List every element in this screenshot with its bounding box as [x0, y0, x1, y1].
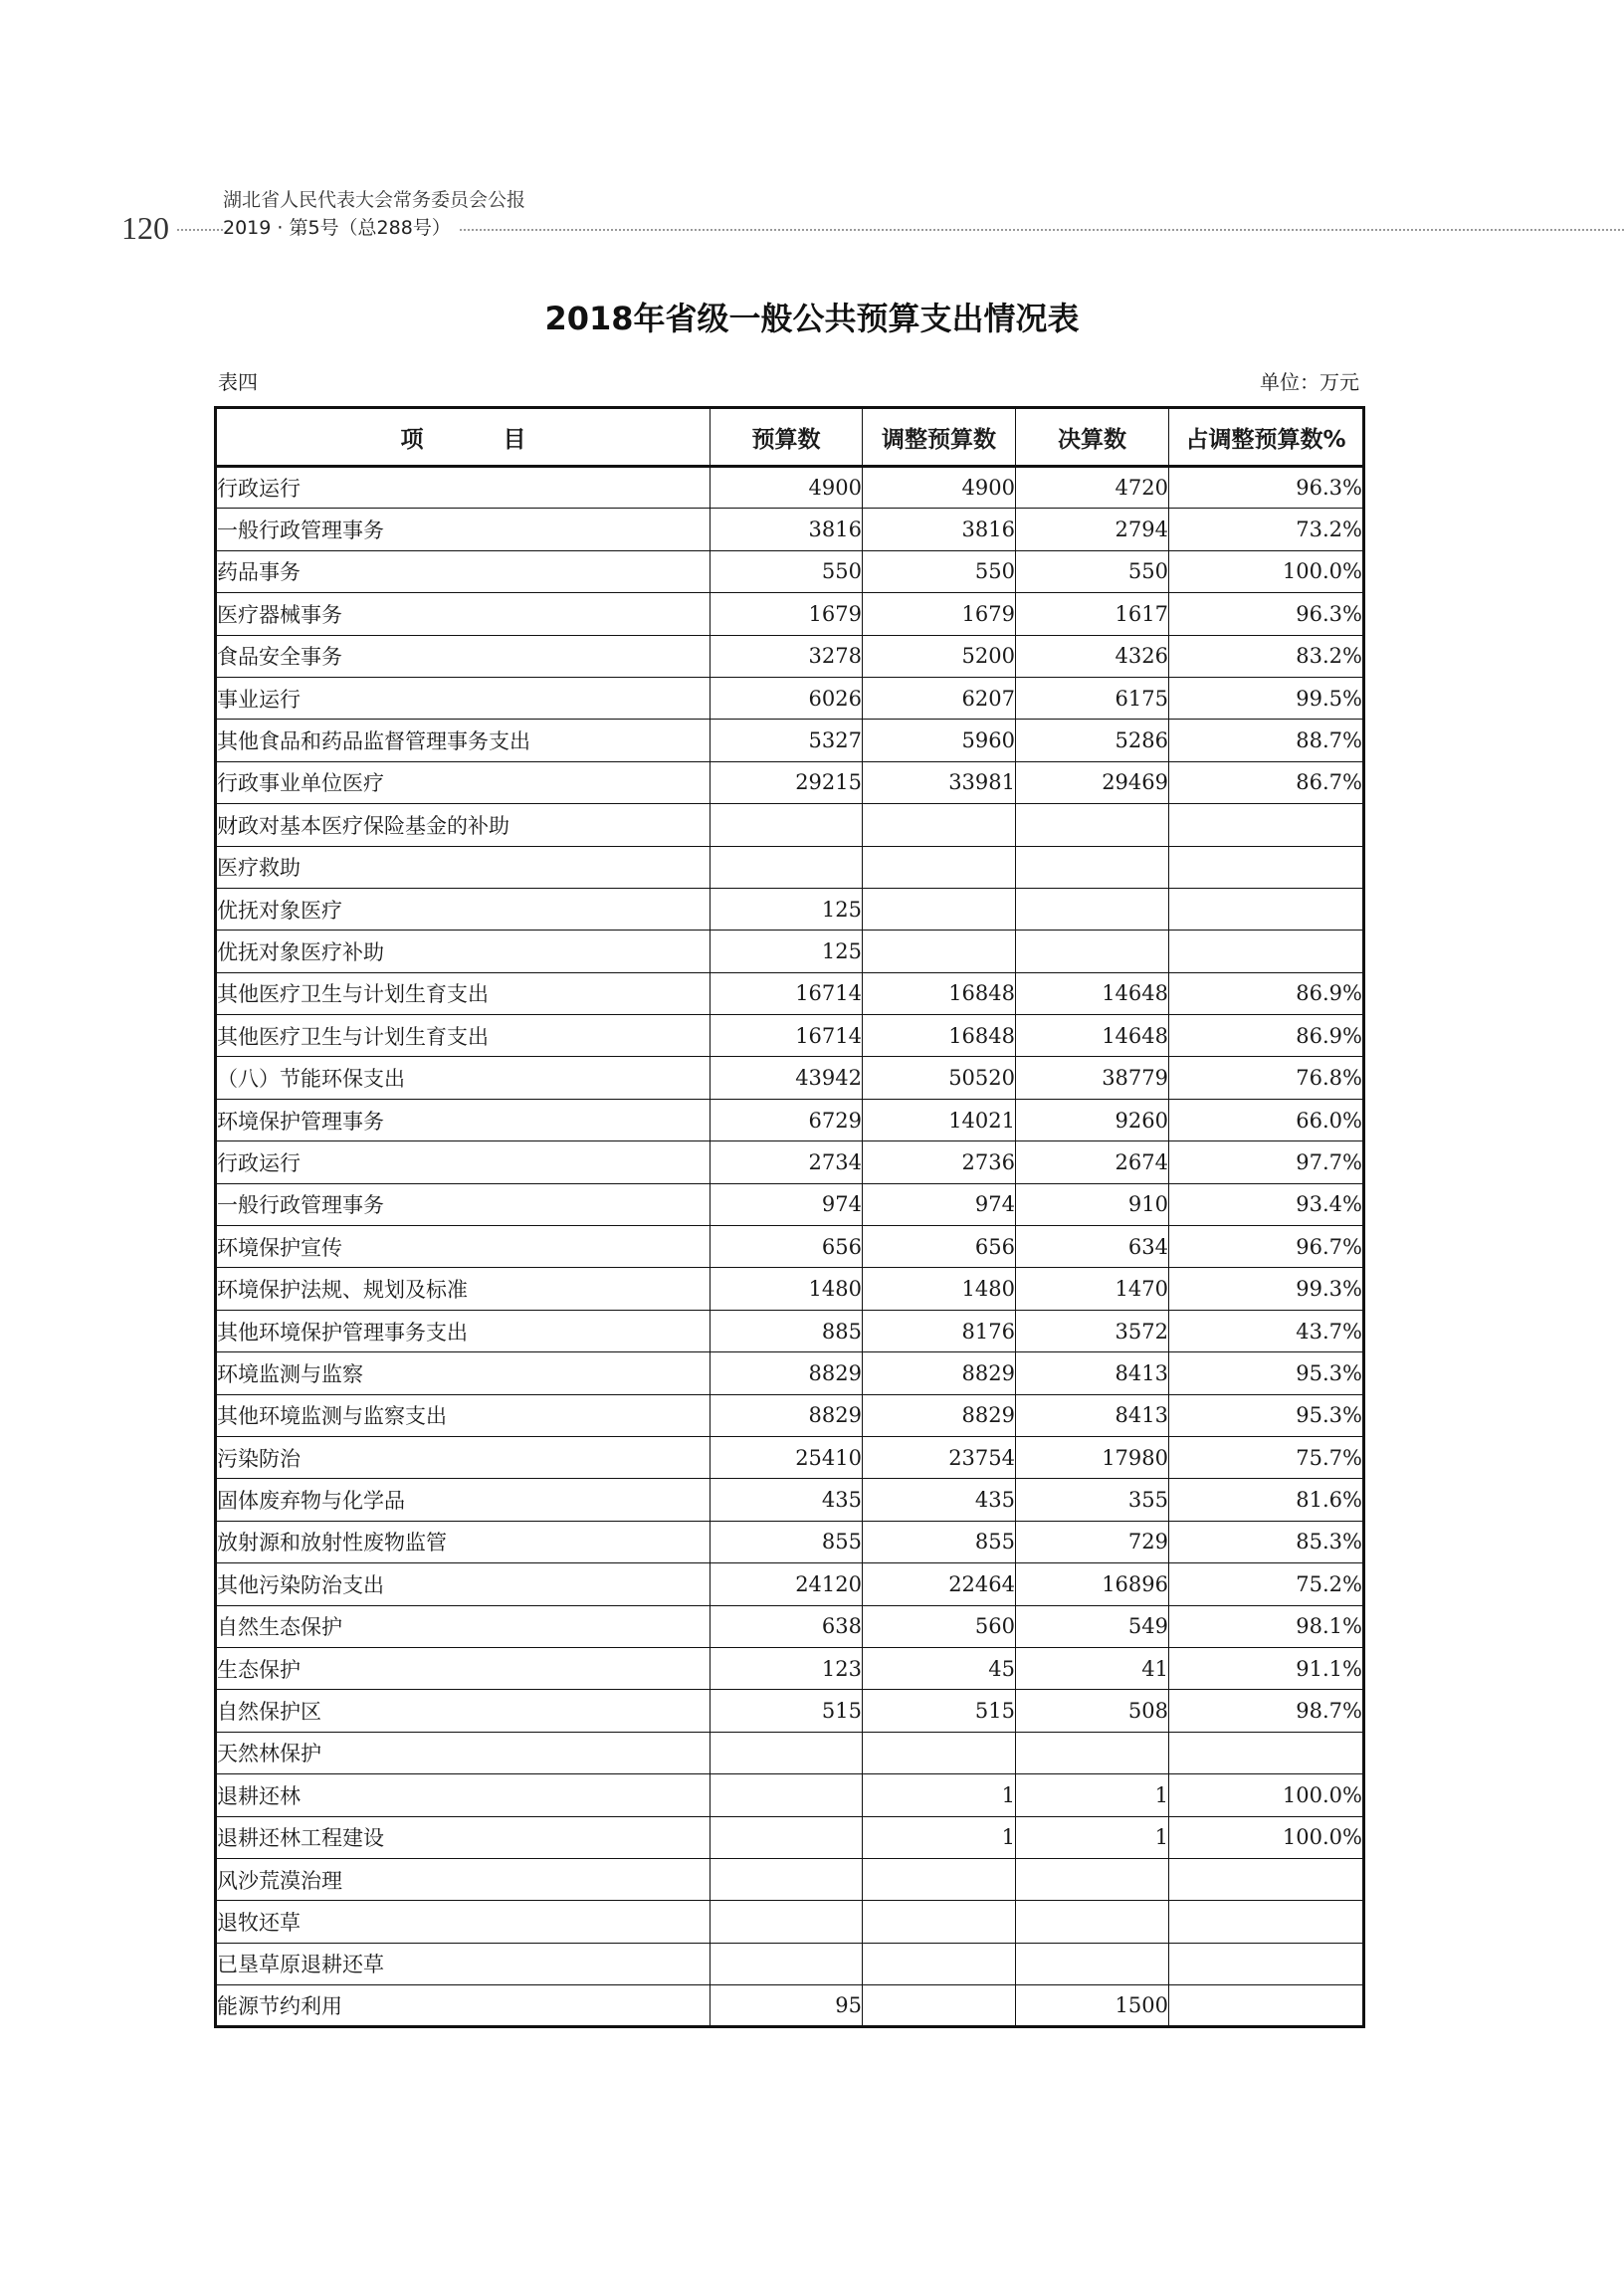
row-adjusted-value: 5200 — [863, 635, 1016, 677]
row-item-name: 优抚对象医疗 — [216, 888, 710, 930]
row-budget-value: 25410 — [710, 1436, 863, 1478]
row-budget-value: 43942 — [710, 1057, 863, 1099]
row-budget-value: 125 — [710, 888, 863, 930]
row-adjusted-value: 45 — [863, 1647, 1016, 1689]
table-row — [216, 550, 1364, 592]
row-budget-value: 435 — [710, 1479, 863, 1521]
table-row — [216, 1774, 1364, 1816]
row-actual-value: 2794 — [1016, 509, 1169, 550]
row-budget-value — [710, 1816, 863, 1858]
row-ratio-value: 95.3% — [1169, 1352, 1364, 1394]
row-item-name: 医疗器械事务 — [216, 593, 710, 635]
row-budget-value: 123 — [710, 1647, 863, 1689]
row-adjusted-value: 22464 — [863, 1563, 1016, 1605]
row-item-name: 其他环境保护管理事务支出 — [216, 1310, 710, 1351]
table-row — [216, 1605, 1364, 1647]
row-actual-value: 14648 — [1016, 972, 1169, 1014]
row-adjusted-value — [863, 1732, 1016, 1773]
row-budget-value: 29215 — [710, 761, 863, 803]
row-adjusted-value: 855 — [863, 1521, 1016, 1562]
row-budget-value: 2734 — [710, 1141, 863, 1183]
page-header — [0, 189, 1624, 249]
row-item-name: 其他环境监测与监察支出 — [216, 1394, 710, 1436]
row-item-name: 行政运行 — [216, 467, 710, 509]
table-row — [216, 1310, 1364, 1351]
row-actual-value: 8413 — [1016, 1352, 1169, 1394]
row-budget-value: 656 — [710, 1226, 863, 1268]
row-actual-value: 910 — [1016, 1183, 1169, 1225]
table-row — [216, 1732, 1364, 1773]
table-row — [216, 720, 1364, 761]
row-ratio-value: 75.2% — [1169, 1563, 1364, 1605]
column-header-item — [216, 408, 710, 467]
row-budget-value: 550 — [710, 550, 863, 592]
row-budget-value: 24120 — [710, 1563, 863, 1605]
row-ratio-value: 88.7% — [1169, 720, 1364, 761]
row-actual-value: 550 — [1016, 550, 1169, 592]
row-adjusted-value: 656 — [863, 1226, 1016, 1268]
row-adjusted-value: 515 — [863, 1690, 1016, 1732]
table-row — [216, 635, 1364, 677]
table-row — [216, 972, 1364, 1014]
row-adjusted-value: 14021 — [863, 1099, 1016, 1140]
page-number: 120 — [121, 210, 169, 246]
row-item-name: 退牧还草 — [216, 1901, 710, 1943]
row-adjusted-value — [863, 1943, 1016, 1984]
row-ratio-value: 43.7% — [1169, 1310, 1364, 1351]
row-actual-value: 634 — [1016, 1226, 1169, 1268]
row-budget-value: 8829 — [710, 1352, 863, 1394]
row-actual-value: 38779 — [1016, 1057, 1169, 1099]
row-actual-value: 1500 — [1016, 1985, 1169, 2027]
table-header-row — [216, 408, 1364, 467]
row-budget-value — [710, 1732, 863, 1773]
row-item-name: 环境保护法规、规划及标准 — [216, 1268, 710, 1310]
row-budget-value: 855 — [710, 1521, 863, 1562]
row-actual-value — [1016, 1901, 1169, 1943]
row-ratio-value — [1169, 888, 1364, 930]
table-row — [216, 1226, 1364, 1268]
table-row — [216, 1183, 1364, 1225]
row-adjusted-value: 5960 — [863, 720, 1016, 761]
row-ratio-value: 86.9% — [1169, 1015, 1364, 1057]
table-row — [216, 1268, 1364, 1310]
row-actual-value: 3572 — [1016, 1310, 1169, 1351]
row-actual-value: 9260 — [1016, 1099, 1169, 1140]
table-row — [216, 1141, 1364, 1183]
row-budget-value: 974 — [710, 1183, 863, 1225]
row-item-name: 天然林保护 — [216, 1732, 710, 1773]
table-row — [216, 1647, 1364, 1689]
row-adjusted-value: 550 — [863, 550, 1016, 592]
row-ratio-value: 100.0% — [1169, 1816, 1364, 1858]
issue-number: 2019 · 第5号（总288号） — [223, 216, 459, 240]
row-budget-value: 4900 — [710, 467, 863, 509]
row-actual-value: 5286 — [1016, 720, 1169, 761]
row-actual-value — [1016, 846, 1169, 888]
row-item-name: 自然生态保护 — [216, 1605, 710, 1647]
row-adjusted-value — [863, 804, 1016, 846]
row-budget-value — [710, 1901, 863, 1943]
row-item-name: 退耕还林工程建设 — [216, 1816, 710, 1858]
table-row — [216, 1563, 1364, 1605]
row-adjusted-value — [863, 1901, 1016, 1943]
row-actual-value: 29469 — [1016, 761, 1169, 803]
row-budget-value: 95 — [710, 1985, 863, 2027]
row-item-name: 自然保护区 — [216, 1690, 710, 1732]
row-adjusted-value — [863, 931, 1016, 972]
row-budget-value: 5327 — [710, 720, 863, 761]
row-actual-value: 16896 — [1016, 1563, 1169, 1605]
row-ratio-value — [1169, 846, 1364, 888]
row-ratio-value: 81.6% — [1169, 1479, 1364, 1521]
row-adjusted-value: 560 — [863, 1605, 1016, 1647]
table-row — [216, 804, 1364, 846]
row-adjusted-value: 16848 — [863, 1015, 1016, 1057]
row-ratio-value: 96.3% — [1169, 467, 1364, 509]
row-ratio-value: 98.1% — [1169, 1605, 1364, 1647]
table-row — [216, 1099, 1364, 1140]
row-budget-value: 6026 — [710, 677, 863, 719]
row-ratio-value: 86.7% — [1169, 761, 1364, 803]
row-ratio-value: 66.0% — [1169, 1099, 1364, 1140]
row-actual-value: 508 — [1016, 1690, 1169, 1732]
row-adjusted-value — [863, 1985, 1016, 2027]
row-ratio-value: 91.1% — [1169, 1647, 1364, 1689]
row-ratio-value: 98.7% — [1169, 1690, 1364, 1732]
row-item-name: 一般行政管理事务 — [216, 509, 710, 550]
row-adjusted-value: 1480 — [863, 1268, 1016, 1310]
table-body — [216, 467, 1364, 2027]
row-item-name: 事业运行 — [216, 677, 710, 719]
table-row — [216, 1057, 1364, 1099]
row-ratio-value — [1169, 1858, 1364, 1900]
row-adjusted-value: 1 — [863, 1816, 1016, 1858]
table-row — [216, 1479, 1364, 1521]
row-item-name: 药品事务 — [216, 550, 710, 592]
table-row — [216, 888, 1364, 930]
row-ratio-value: 75.7% — [1169, 1436, 1364, 1478]
row-actual-value: 1 — [1016, 1774, 1169, 1816]
row-budget-value — [710, 846, 863, 888]
table-row — [216, 761, 1364, 803]
row-item-name: 一般行政管理事务 — [216, 1183, 710, 1225]
row-ratio-value — [1169, 1901, 1364, 1943]
row-item-name: 环境保护宣传 — [216, 1226, 710, 1268]
row-actual-value: 549 — [1016, 1605, 1169, 1647]
row-ratio-value — [1169, 1732, 1364, 1773]
table-row — [216, 1015, 1364, 1057]
row-actual-value — [1016, 888, 1169, 930]
table-row — [216, 931, 1364, 972]
row-ratio-value: 95.3% — [1169, 1394, 1364, 1436]
table-row — [216, 1816, 1364, 1858]
row-ratio-value: 86.9% — [1169, 972, 1364, 1014]
row-ratio-value: 100.0% — [1169, 1774, 1364, 1816]
row-budget-value: 16714 — [710, 1015, 863, 1057]
row-ratio-value: 99.5% — [1169, 677, 1364, 719]
row-ratio-value: 85.3% — [1169, 1521, 1364, 1562]
row-adjusted-value: 974 — [863, 1183, 1016, 1225]
table-row — [216, 467, 1364, 509]
row-actual-value: 4720 — [1016, 467, 1169, 509]
row-budget-value: 515 — [710, 1690, 863, 1732]
row-actual-value: 4326 — [1016, 635, 1169, 677]
row-adjusted-value: 8829 — [863, 1394, 1016, 1436]
row-adjusted-value: 8176 — [863, 1310, 1016, 1351]
row-item-name: 其他污染防治支出 — [216, 1563, 710, 1605]
table-row — [216, 1985, 1364, 2027]
row-adjusted-value: 4900 — [863, 467, 1016, 509]
row-ratio-value: 99.3% — [1169, 1268, 1364, 1310]
column-header-actual: 决算数 — [1016, 408, 1169, 467]
table-row — [216, 1436, 1364, 1478]
row-adjusted-value: 16848 — [863, 972, 1016, 1014]
row-adjusted-value — [863, 1858, 1016, 1900]
row-adjusted-value — [863, 846, 1016, 888]
row-actual-value: 1470 — [1016, 1268, 1169, 1310]
row-item-name: 行政运行 — [216, 1141, 710, 1183]
column-header-adjusted: 调整预算数 — [863, 408, 1016, 467]
row-budget-value: 8829 — [710, 1394, 863, 1436]
row-item-name: 生态保护 — [216, 1647, 710, 1689]
row-budget-value: 1679 — [710, 593, 863, 635]
table-row — [216, 1690, 1364, 1732]
row-ratio-value: 93.4% — [1169, 1183, 1364, 1225]
row-item-name: 其他医疗卫生与计划生育支出 — [216, 972, 710, 1014]
row-item-name: （八）节能环保支出 — [216, 1057, 710, 1099]
row-adjusted-value: 33981 — [863, 761, 1016, 803]
row-budget-value: 638 — [710, 1605, 863, 1647]
table-tag: 表四 — [218, 370, 258, 394]
row-actual-value: 1617 — [1016, 593, 1169, 635]
row-item-name: 优抚对象医疗补助 — [216, 931, 710, 972]
row-ratio-value: 97.7% — [1169, 1141, 1364, 1183]
row-adjusted-value — [863, 888, 1016, 930]
row-actual-value — [1016, 1943, 1169, 1984]
row-ratio-value — [1169, 1943, 1364, 1984]
row-item-name: 其他食品和药品监督管理事务支出 — [216, 720, 710, 761]
row-budget-value: 3816 — [710, 509, 863, 550]
row-item-name: 行政事业单位医疗 — [216, 761, 710, 803]
table-row — [216, 1901, 1364, 1943]
row-adjusted-value: 435 — [863, 1479, 1016, 1521]
row-adjusted-value: 8829 — [863, 1352, 1016, 1394]
budget-table — [214, 406, 1365, 2028]
row-item-name: 环境保护管理事务 — [216, 1099, 710, 1140]
row-actual-value: 8413 — [1016, 1394, 1169, 1436]
row-item-name: 财政对基本医疗保险基金的补助 — [216, 804, 710, 846]
row-actual-value: 355 — [1016, 1479, 1169, 1521]
table-row — [216, 509, 1364, 550]
row-actual-value — [1016, 1858, 1169, 1900]
row-actual-value: 729 — [1016, 1521, 1169, 1562]
row-adjusted-value: 6207 — [863, 677, 1016, 719]
row-budget-value: 16714 — [710, 972, 863, 1014]
row-ratio-value — [1169, 804, 1364, 846]
table-row — [216, 1352, 1364, 1394]
row-actual-value — [1016, 1732, 1169, 1773]
column-header-ratio: 占调整预算数% — [1169, 408, 1364, 467]
row-budget-value: 6729 — [710, 1099, 863, 1140]
row-budget-value — [710, 1858, 863, 1900]
row-ratio-value — [1169, 931, 1364, 972]
row-actual-value: 14648 — [1016, 1015, 1169, 1057]
row-adjusted-value: 1679 — [863, 593, 1016, 635]
column-header-item-part2: 目 — [503, 426, 526, 453]
row-adjusted-value: 3816 — [863, 509, 1016, 550]
row-adjusted-value: 1 — [863, 1774, 1016, 1816]
row-item-name: 医疗救助 — [216, 846, 710, 888]
unit-label: 单位：万元 — [1260, 370, 1359, 394]
document-title: 2018年省级一般公共预算支出情况表 — [544, 300, 1080, 337]
row-item-name: 能源节约利用 — [216, 1985, 710, 2027]
row-item-name: 固体废弃物与化学品 — [216, 1479, 710, 1521]
table-row — [216, 1943, 1364, 1984]
row-ratio-value: 73.2% — [1169, 509, 1364, 550]
row-item-name: 已垦草原退耕还草 — [216, 1943, 710, 1984]
column-header-item-part1: 项 — [400, 426, 424, 453]
row-budget-value — [710, 1774, 863, 1816]
table-row — [216, 1521, 1364, 1562]
row-budget-value: 125 — [710, 931, 863, 972]
row-actual-value: 1 — [1016, 1816, 1169, 1858]
column-header-budget: 预算数 — [710, 408, 863, 467]
row-budget-value: 885 — [710, 1310, 863, 1351]
row-budget-value — [710, 804, 863, 846]
row-actual-value: 41 — [1016, 1647, 1169, 1689]
row-item-name: 环境监测与监察 — [216, 1352, 710, 1394]
row-budget-value: 1480 — [710, 1268, 863, 1310]
row-budget-value: 3278 — [710, 635, 863, 677]
table-row — [216, 1394, 1364, 1436]
row-budget-value — [710, 1943, 863, 1984]
row-ratio-value: 100.0% — [1169, 550, 1364, 592]
row-ratio-value — [1169, 1985, 1364, 2027]
table-row — [216, 846, 1364, 888]
row-ratio-value: 96.7% — [1169, 1226, 1364, 1268]
row-adjusted-value: 23754 — [863, 1436, 1016, 1478]
row-item-name: 其他医疗卫生与计划生育支出 — [216, 1015, 710, 1057]
table-row — [216, 593, 1364, 635]
journal-name: 湖北省人民代表大会常务委员会公报 — [223, 189, 526, 211]
row-actual-value: 2674 — [1016, 1141, 1169, 1183]
row-ratio-value: 96.3% — [1169, 593, 1364, 635]
row-actual-value — [1016, 804, 1169, 846]
row-adjusted-value: 2736 — [863, 1141, 1016, 1183]
row-item-name: 污染防治 — [216, 1436, 710, 1478]
row-item-name: 食品安全事务 — [216, 635, 710, 677]
row-item-name: 放射源和放射性废物监管 — [216, 1521, 710, 1562]
row-actual-value — [1016, 931, 1169, 972]
table-row — [216, 677, 1364, 719]
row-actual-value: 17980 — [1016, 1436, 1169, 1478]
row-item-name: 退耕还林 — [216, 1774, 710, 1816]
row-item-name: 风沙荒漠治理 — [216, 1858, 710, 1900]
row-ratio-value: 83.2% — [1169, 635, 1364, 677]
table-row — [216, 1858, 1364, 1900]
row-adjusted-value: 50520 — [863, 1057, 1016, 1099]
row-actual-value: 6175 — [1016, 677, 1169, 719]
row-ratio-value: 76.8% — [1169, 1057, 1364, 1099]
